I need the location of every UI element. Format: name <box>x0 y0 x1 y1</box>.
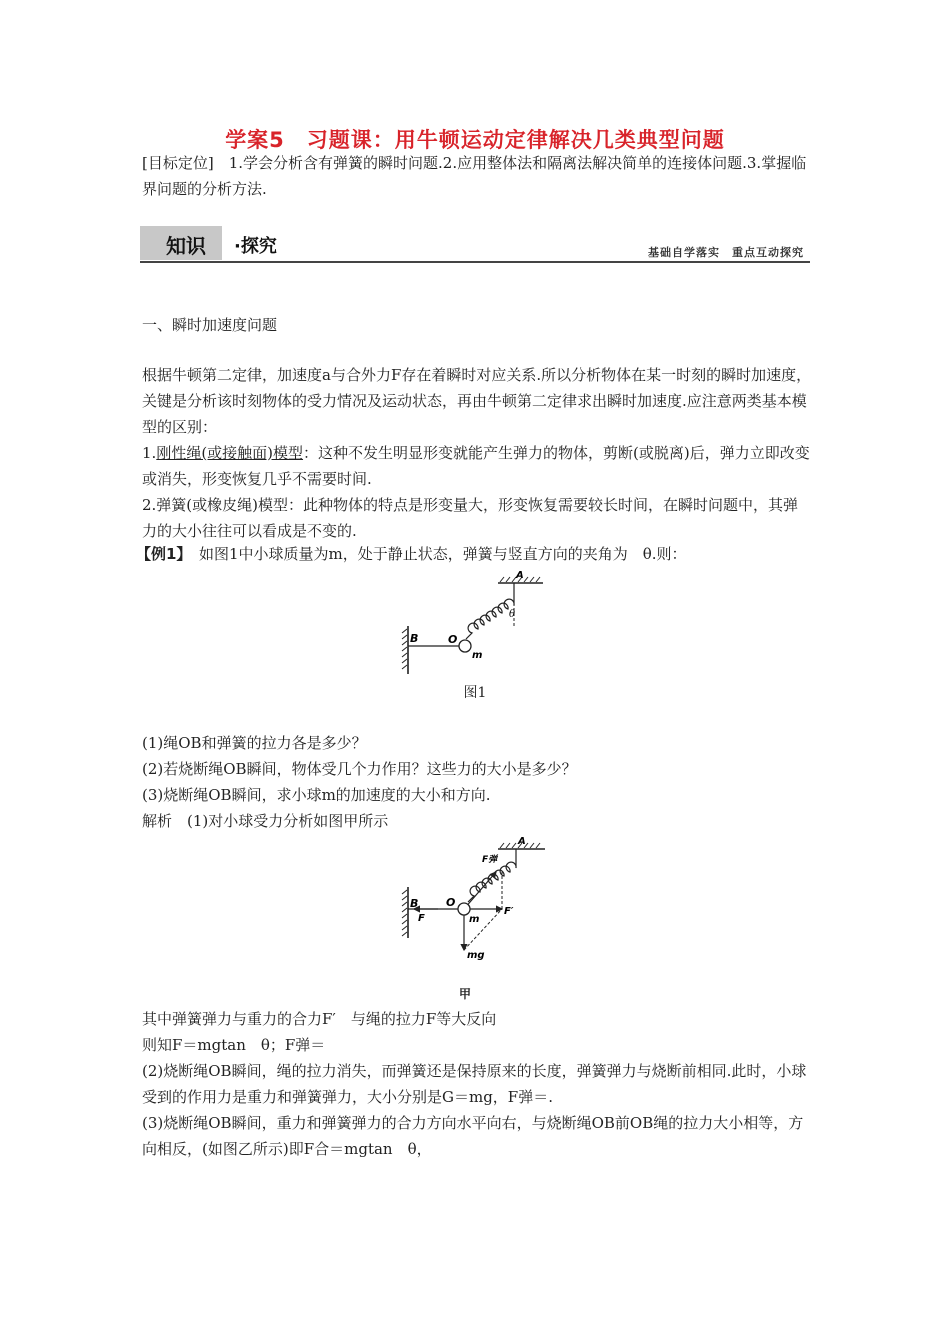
fig2-label-B: B <box>410 897 419 910</box>
model1-label: 刚性绳(或接触面)模型 <box>156 444 304 462</box>
figure-1-caption: 图1 <box>463 685 487 701</box>
question-3: (3)烧断绳OB瞬间，求小球m的加速度的大小和方向. <box>142 786 491 804</box>
goal-label: [目标定位] <box>142 154 214 172</box>
banner-right: 基础自学落实 重点互动探究 <box>648 246 804 259</box>
analysis-line <box>142 808 812 834</box>
question-1: (1)绳OB和弹簧的拉力各是多少？ <box>142 734 367 752</box>
figure-1 <box>398 566 558 682</box>
fig2-label-Fprime: F′ <box>504 906 514 917</box>
analysis-text: (1)对小球受力分析如图甲所示 <box>172 812 389 830</box>
fig1-label-B: B <box>410 632 419 645</box>
section-heading: 一、瞬时加速度问题 <box>142 316 278 334</box>
page-title: 学案5 习题课：用牛顿运动定律解决几类典型问题 <box>225 128 725 152</box>
model2-paragraph: 2.弹簧(或橡皮绳)模型：此种物体的特点是形变量大，形变恢复需要较长时间，在瞬时问题中，其弹力的大小往往可以看成是不变的. <box>142 496 799 540</box>
fig2-label-Fspring: F弹 <box>482 855 498 865</box>
solution-line-1: 其中弹簧弹力与重力的合力F′ 与绳的拉力F等大反向 <box>142 1010 497 1028</box>
fig1-label-theta: θ <box>509 609 516 620</box>
model1-text: ：这种不发生明显形变就能产生弹力的物体，剪断(或脱离)后，弹力立即改变或消失，形变恢复几乎不需要时间. <box>142 444 810 488</box>
figure-jia <box>398 832 558 972</box>
fig1-label-A: A <box>516 570 524 581</box>
figure-jia-caption: 甲 <box>458 987 471 1001</box>
fig2-label-m: m <box>469 914 480 925</box>
fig1-label-O: O <box>448 633 458 646</box>
section-banner <box>140 226 810 264</box>
example-text: 如图1中小球质量为m，处于静止状态，弹簧与竖直方向的夹角为 θ.则： <box>183 545 687 563</box>
fig2-label-mg: mg <box>467 950 485 961</box>
solution-paragraph-3: (3)烧断绳OB瞬间，重力和弹簧弹力的合力方向水平向右，与烧断绳OB前OB绳的拉力大小相等，方向相反，(如图乙所示)即F合＝mgtan θ， <box>142 1114 804 1158</box>
banner-main: 知识 <box>166 234 206 258</box>
goal-paragraph <box>142 150 812 202</box>
intro-paragraph: 根据牛顿第二定律，加速度a与合外力F存在着瞬时对应关系.所以分析物体在某一时刻的瞬时加速度，关键是分析该时刻物体的受力情况及运动状态，再由牛顿第二定律求出瞬时加速度.应注意两类基本模型的区别： <box>142 366 812 436</box>
model1-paragraph <box>142 440 812 492</box>
fig2-label-F: F <box>418 913 425 924</box>
solution-line-2: 则知F＝mgtan θ；F弹＝ <box>142 1036 326 1054</box>
banner-rule <box>140 261 810 263</box>
example-line <box>136 541 806 567</box>
question-2: (2)若烧断绳OB瞬间，物体受几个力作用？这些力的大小是多少？ <box>142 760 577 778</box>
example-tag: 【例1】 <box>136 545 184 563</box>
solution-paragraph-2: (2)烧断绳OB瞬间，绳的拉力消失，而弹簧还是保持原来的长度，弹簧弹力与烧断前相同.此时，小球受到的作用力是重力和弹簧弹力，大小分别是G＝mg，F弹＝. <box>142 1062 807 1106</box>
fig2-label-A: A <box>518 836 526 847</box>
goal-text: 1.学会分析含有弹簧的瞬时问题.2.应用整体法和隔离法解决简单的连接体问题.3.掌握临界问题的分析方法. <box>142 154 807 198</box>
banner-sub: ·探究 <box>234 236 277 257</box>
analysis-label: 解析 <box>142 812 173 830</box>
fig1-label-m: m <box>472 650 483 661</box>
fig2-label-O: O <box>446 896 456 909</box>
model1-num: 1. <box>142 444 157 462</box>
